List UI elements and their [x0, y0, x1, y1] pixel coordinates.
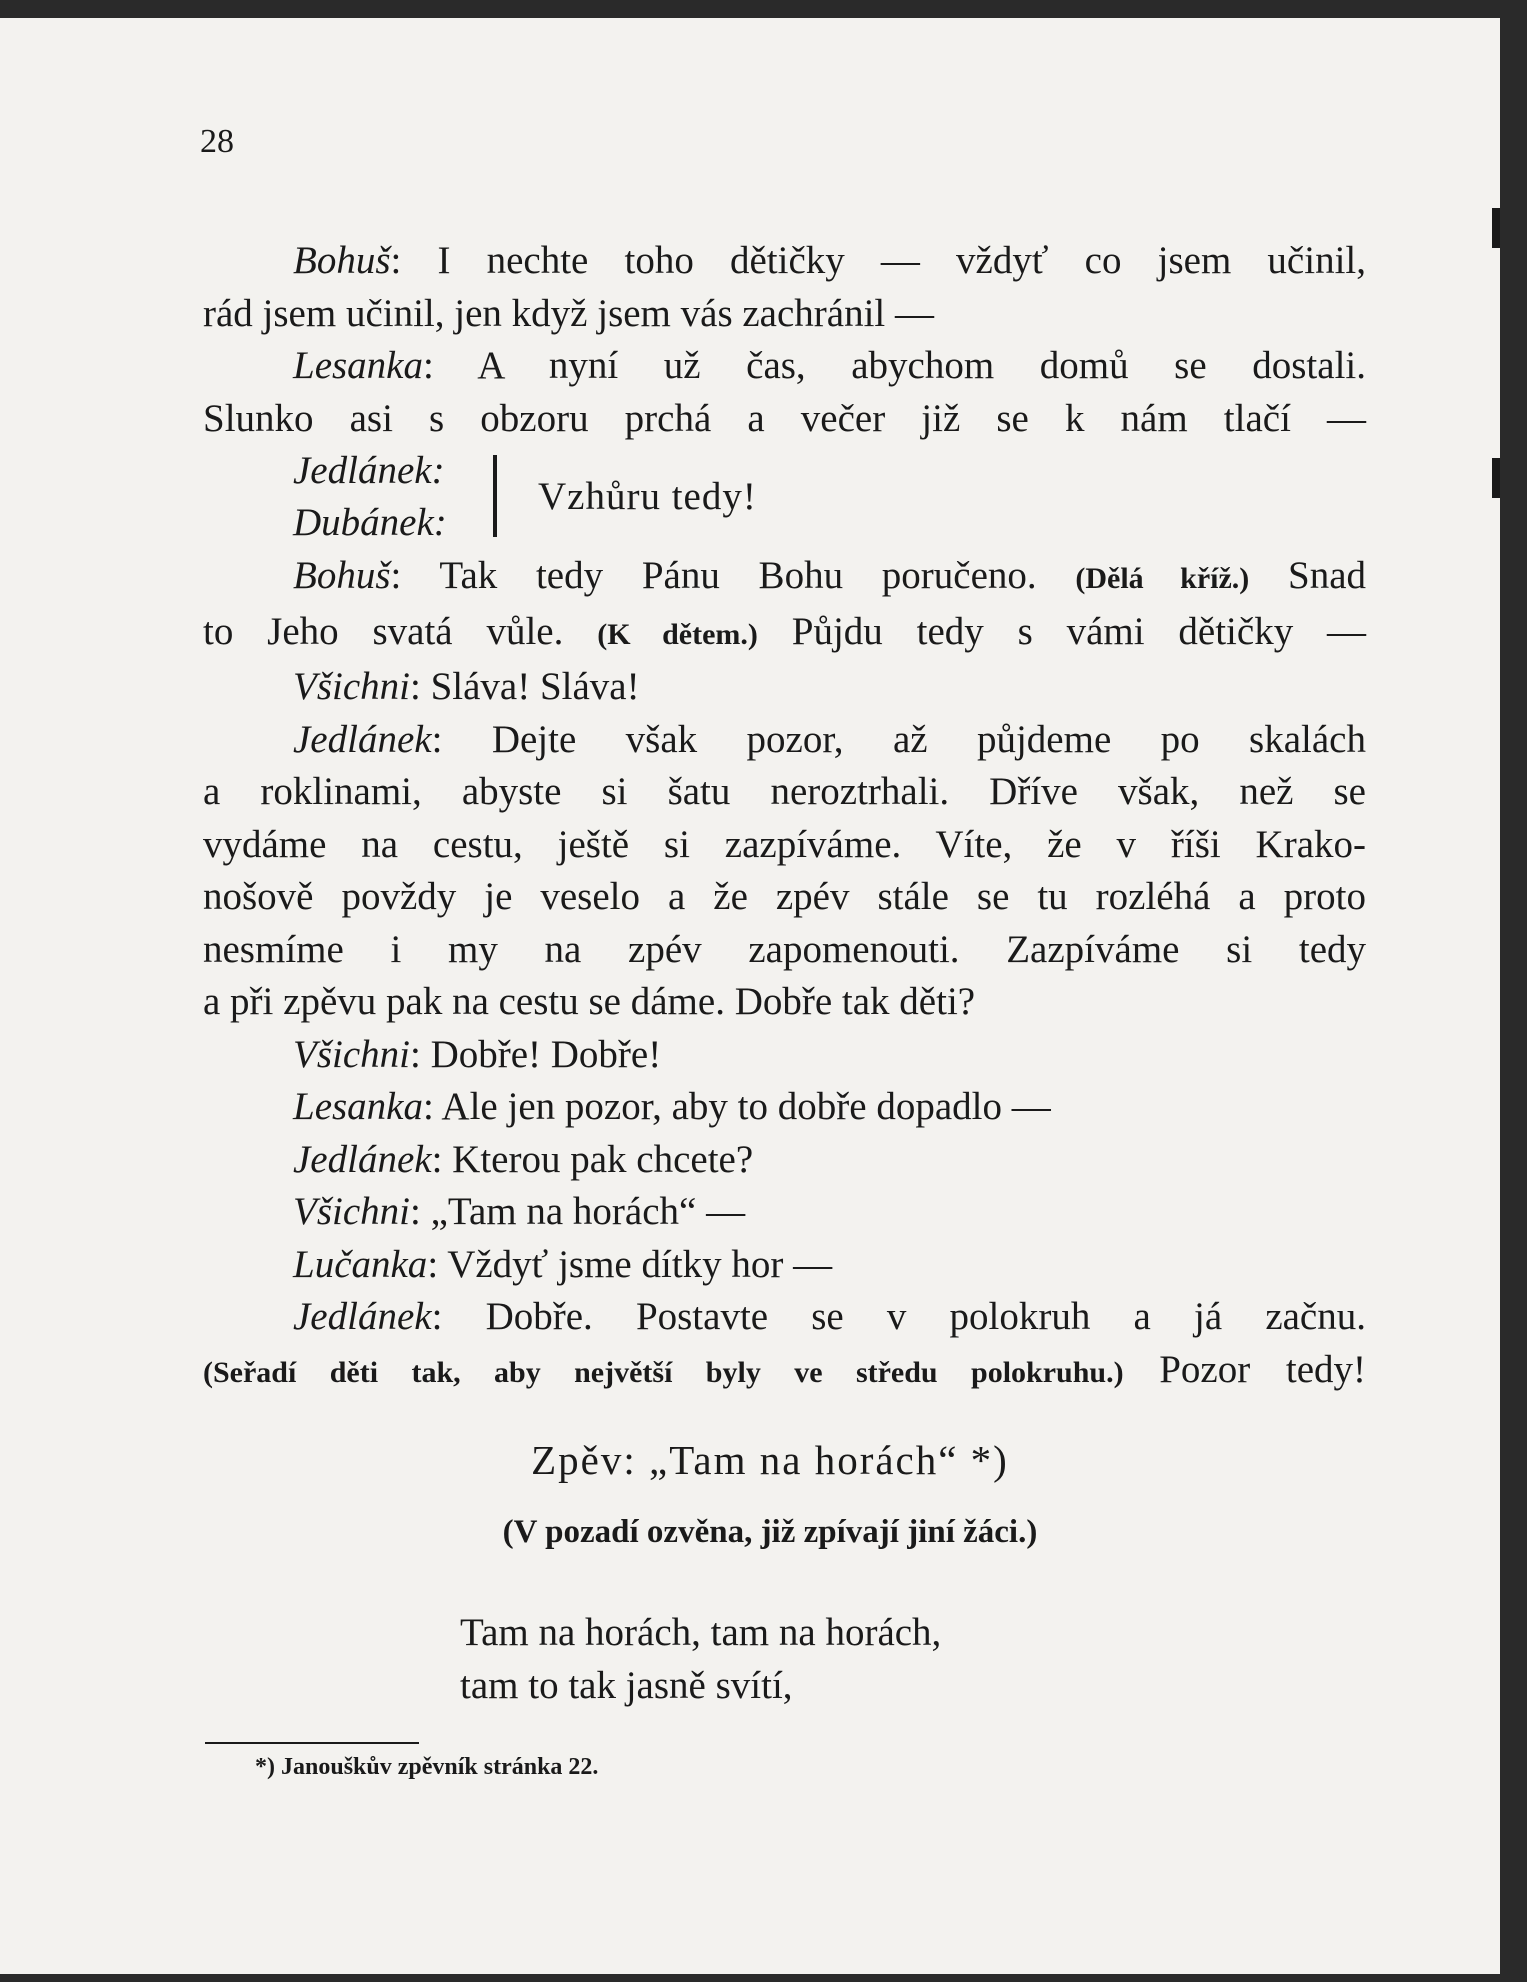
dialogue-line: nošově povždy je veselo a že zpév stále se tu rozléhá a proto [203, 875, 1366, 918]
dialogue-line [203, 1134, 1366, 1187]
footnote-divider [205, 1742, 419, 1744]
dialogue-line: rád jsem učinil, jen když jsem vás zachránil — [203, 291, 935, 335]
dialogue-line [203, 1029, 1366, 1082]
dialogue-line [203, 1344, 1366, 1400]
speaker-name: Jedlánek [293, 717, 432, 761]
dialogue-line: Slunko asi s obzoru prchá a večer již se k nám tlačí — [203, 396, 1366, 440]
speaker-name: Jedlánek: [293, 449, 445, 492]
line-text: Půjdu tedy s vámi dětičky — [791, 609, 1367, 653]
song-title: Zpěv: „Tam na horách“ *) [531, 1437, 1009, 1483]
speaker-name: Bohuš [293, 554, 391, 597]
line-text: : Kterou pak chcete? [431, 1137, 754, 1181]
dialogue-line [203, 606, 1366, 662]
line-text: : Vždyť jsme dítky hor — [427, 1242, 833, 1286]
line-text: : Ale jen pozor, aby to dobře dopadlo — [423, 1085, 1051, 1128]
scan-edge-mark [1492, 208, 1500, 248]
speaker-name: Bohuš [293, 239, 391, 282]
line-text: : I nechte toho dětičky — vždyť co jsem učinil, [390, 239, 1366, 282]
dialogue-line: a při zpěvu pak na cestu se dáme. Dobře tak děti? [203, 980, 976, 1023]
line-text: : „Tam na horách“ — [409, 1190, 746, 1233]
speaker-name: Lučanka [293, 1242, 428, 1286]
speaker-name: Jedlánek [293, 1295, 432, 1338]
line-text: : Dobře! Dobře! [409, 1032, 662, 1076]
dialogue-line [203, 340, 1366, 393]
speaker-name: Dubánek: [293, 501, 447, 544]
dialogue-line [203, 714, 1366, 767]
speaker-name: Všichni [293, 1032, 410, 1076]
dialogue-line: nesmíme i my na zpév zapomenouti. Zazpíváme si tedy [203, 927, 1366, 971]
dialogue-line [203, 1081, 1366, 1134]
speaker-name: Všichni [293, 665, 410, 708]
line-text: Pozor tedy! [1159, 1347, 1367, 1391]
line-text: : Dobře. Postavte se v polokruh a já začnu. [431, 1295, 1366, 1338]
song-verse [460, 1606, 941, 1712]
dialogue-line [203, 1239, 1366, 1292]
dialogue-line [203, 661, 1366, 714]
line-text: : Dejte však pozor, až půjdeme po skalách [431, 717, 1366, 761]
song-note: (V pozadí ozvěna, již zpívají jiní žáci.) [502, 1514, 1038, 1550]
dialogue-line [203, 1291, 1366, 1344]
paired-speakers [203, 445, 1366, 550]
line-text: Vzhůru tedy! [538, 475, 757, 518]
dialogue-line [203, 1186, 1366, 1239]
stage-direction: (Seřadí děti tak, aby největší byly ve středu polokruhu.) [203, 1355, 1124, 1389]
book-page [0, 18, 1500, 1974]
line-text: : Sláva! Sláva! [409, 665, 640, 708]
line-text: : A nyní už čas, abychom domů se dostali. [423, 344, 1366, 387]
footnote: *) Janouškův zpěvník stránka 22. [255, 1754, 599, 1780]
line-text: to Jeho svatá vůle. [203, 609, 564, 653]
stage-direction: (Dělá kříž.) [1075, 562, 1250, 595]
page-number: 28 [200, 123, 234, 160]
scan-edge-mark [1492, 458, 1500, 498]
speaker-name: Lesanka [293, 1085, 423, 1128]
line-text: Snad [1288, 554, 1366, 597]
line-text: : Tak tedy Pánu Bohu poručeno. [390, 554, 1037, 597]
dialogue-line [203, 550, 1366, 606]
dialogue-line: vydáme na cestu, ještě si zazpíváme. Víte, že v říši Krako- [203, 822, 1366, 866]
speaker-name: Lesanka [293, 344, 423, 387]
verse-line: Tam na horách, tam na horách, [460, 1611, 942, 1654]
speaker-name: Jedlánek [293, 1137, 432, 1181]
speaker-name: Všichni [293, 1190, 410, 1233]
verse-line: tam to tak jasně svítí, [460, 1664, 793, 1707]
stage-direction: (K dětem.) [597, 617, 758, 651]
dialogue-body [203, 235, 1366, 1399]
dialogue-line: a roklinami, abyste si šatu neroztrhali. Dříve však, než se [203, 770, 1366, 813]
dialogue-line [203, 235, 1366, 288]
bracket-mark [493, 455, 504, 537]
